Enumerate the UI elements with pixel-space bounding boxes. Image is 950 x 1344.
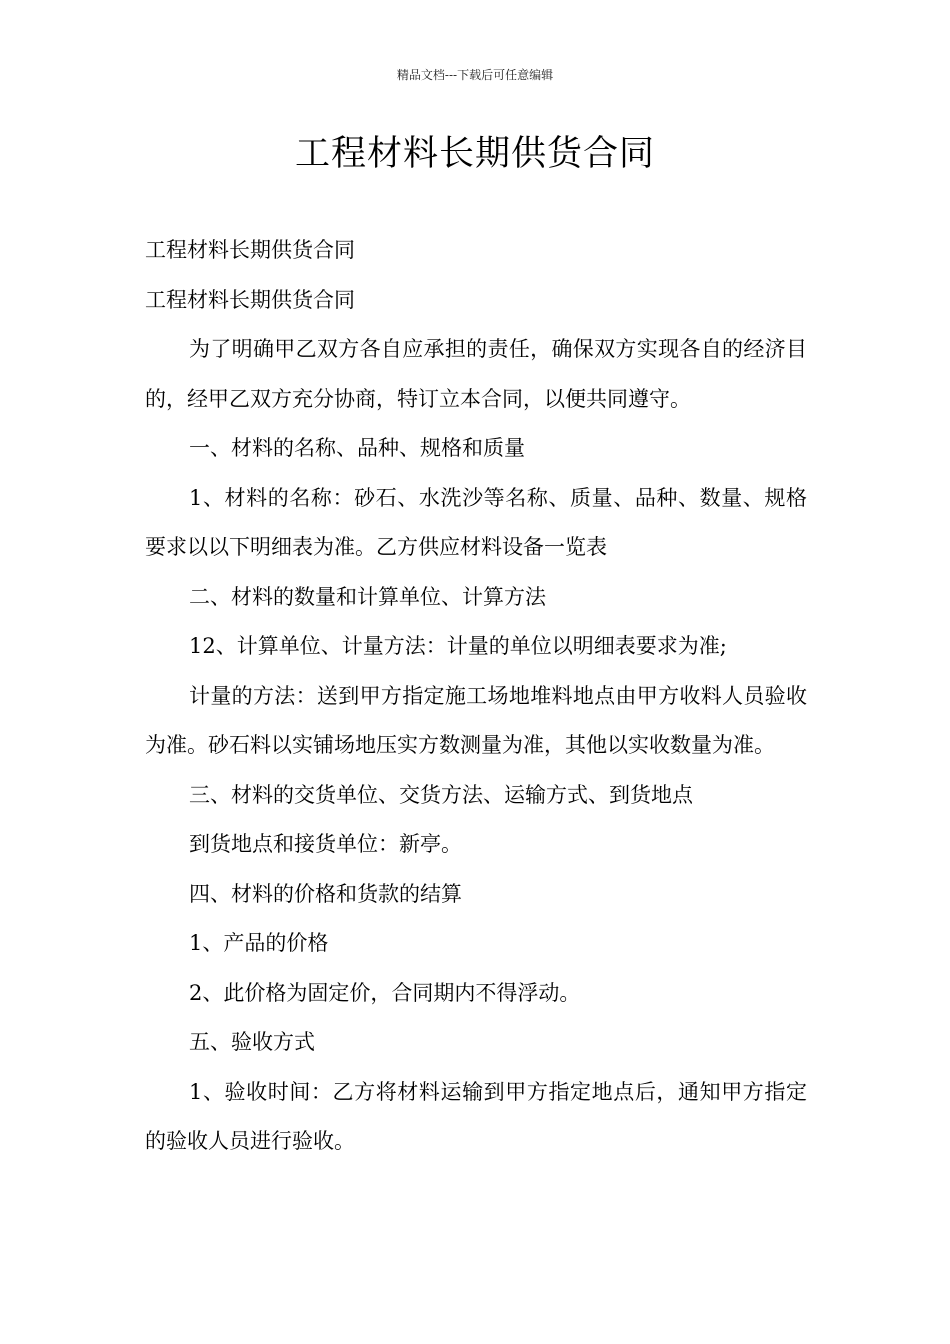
- document-title: 工程材料长期供货合同: [294, 134, 655, 174]
- paragraph: 计量的方法：送到甲方指定施工场地堆料地点由甲方收料人员验收为准。砂石料以实铺场地压实方数测量为准，其他以实收数量为准。: [145, 683, 807, 757]
- section-heading: 二、材料的数量和计算单位、计算方法: [189, 584, 546, 609]
- section-heading: 一、材料的名称、品种、规格和质量: [189, 436, 525, 460]
- header-note: 精品文档---下载后可任意编辑: [396, 68, 554, 82]
- paragraph: 为了明确甲乙双方各自应承担的责任，确保双方实现各自的经济目的，经甲乙双方充分协商，特订立本合同，以便共同遵守。: [145, 337, 807, 411]
- paragraph: 工程材料长期供货合同: [145, 287, 355, 312]
- section-heading: 四、材料的价格和货款的结算: [189, 881, 462, 906]
- paragraph: 2、此价格为固定价，合同期内不得浮动。: [189, 980, 581, 1005]
- paragraph: 工程材料长期供货合同: [145, 238, 355, 262]
- paragraph: 12、计算单位、计量方法：计量的单位以明细表要求为准;: [189, 634, 727, 658]
- paragraph: 1、验收时间：乙方将材料运输到甲方指定地点后，通知甲方指定的验收人员进行验收。: [145, 1079, 807, 1153]
- paragraph: 1、产品的价格: [189, 931, 329, 955]
- paragraph: 1、材料的名称：砂石、水洗沙等名称、质量、品种、数量、规格要求以以下明细表为准。乙方供应材料设备一览表: [145, 485, 807, 559]
- section-heading: 五、验收方式: [189, 1030, 315, 1054]
- section-heading: 三、材料的交货单位、交货方法、运输方式、到货地点: [189, 782, 693, 807]
- paragraph: 到货地点和接货单位：新亭。: [189, 832, 462, 856]
- document-body: [145, 226, 807, 1167]
